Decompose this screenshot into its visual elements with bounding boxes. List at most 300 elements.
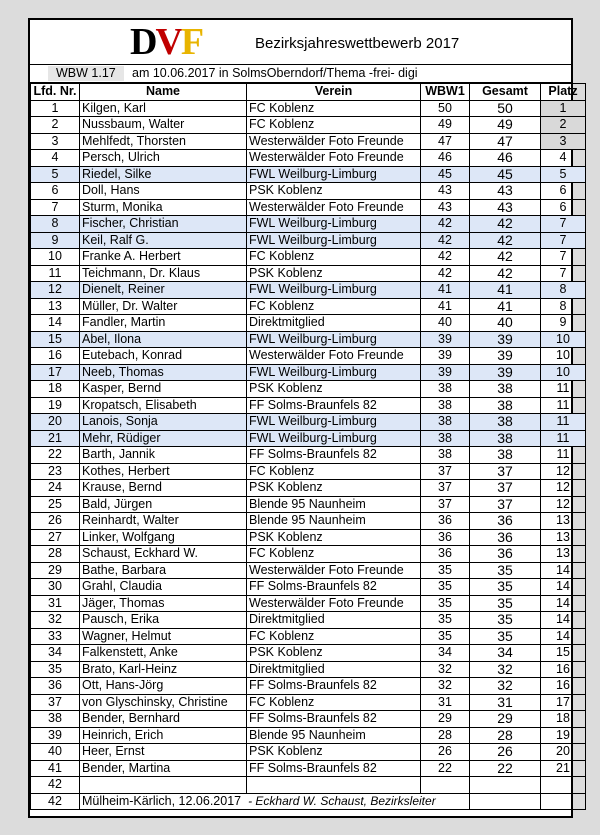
cell-name: Bathe, Barbara (80, 562, 247, 579)
col-header-gesamt: Gesamt (470, 84, 541, 101)
cell-platz: 5 (541, 166, 586, 183)
cell-name: Abel, Ilona (80, 331, 247, 348)
table-row (31, 100, 586, 117)
table-row (31, 513, 586, 530)
cell-gesamt: 47 (470, 133, 541, 150)
cell-gesamt: 26 (470, 744, 541, 761)
cell-wbw1: 49 (421, 117, 470, 134)
cell-wbw1: 32 (421, 661, 470, 678)
footer-note: Mülheim-Kärlich, 12.06.2017 - Eckhard W. Schaust, Bezirksleiter (80, 793, 470, 810)
cell-nr: 11 (31, 265, 80, 282)
cell-platz: 11 (541, 447, 586, 464)
cell-verein: FWL Weilburg-Limburg (247, 216, 421, 233)
cell-platz: 11 (541, 430, 586, 447)
cell-wbw1: 39 (421, 364, 470, 381)
cell-platz: 14 (541, 628, 586, 645)
cell-nr: 40 (31, 744, 80, 761)
cell-platz: 8 (541, 298, 586, 315)
cell-name: Heer, Ernst (80, 744, 247, 761)
table-row (31, 331, 586, 348)
cell-verein: Westerwälder Foto Freunde (247, 133, 421, 150)
cell-verein: Blende 95 Naunheim (247, 727, 421, 744)
cell-name: Ott, Hans-Jörg (80, 678, 247, 695)
cell-nr: 31 (31, 595, 80, 612)
cell-verein: FC Koblenz (247, 463, 421, 480)
table-row (31, 397, 586, 414)
cell-gesamt: 34 (470, 645, 541, 662)
cell-gesamt: 32 (470, 661, 541, 678)
cell-nr: 23 (31, 463, 80, 480)
cell-name: Neeb, Thomas (80, 364, 247, 381)
table-row (31, 480, 586, 497)
cell-wbw1: 42 (421, 232, 470, 249)
cell-name: Persch, Ulrich (80, 150, 247, 167)
table-row (31, 463, 586, 480)
cell-verein: FC Koblenz (247, 117, 421, 134)
cell-verein: Westerwälder Foto Freunde (247, 348, 421, 365)
cell-wbw1: 26 (421, 744, 470, 761)
cell-nr: 19 (31, 397, 80, 414)
cell-nr: 33 (31, 628, 80, 645)
cell-gesamt: 37 (470, 496, 541, 513)
table-row (31, 249, 586, 266)
table-row (31, 430, 586, 447)
cell-name: Doll, Hans (80, 183, 247, 200)
table-row (31, 711, 586, 728)
cell-verein: PSK Koblenz (247, 381, 421, 398)
cell-gesamt: 28 (470, 727, 541, 744)
table-row (31, 760, 586, 777)
cell-platz: 9 (541, 315, 586, 332)
cell-name: Müller, Dr. Walter (80, 298, 247, 315)
cell-name: Wagner, Helmut (80, 628, 247, 645)
cell-name: Bender, Bernhard (80, 711, 247, 728)
footer-empty-1 (470, 793, 541, 810)
col-header-nr: Lfd. Nr. (31, 84, 80, 101)
cell-verein: PSK Koblenz (247, 529, 421, 546)
cell-platz: 13 (541, 529, 586, 546)
cell-nr: 7 (31, 199, 80, 216)
cell-platz: 17 (541, 694, 586, 711)
footer-signature: - Eckhard W. Schaust, Bezirksleiter (248, 793, 436, 808)
cell-gesamt: 45 (470, 166, 541, 183)
cell-platz: 12 (541, 463, 586, 480)
cell-verein: PSK Koblenz (247, 645, 421, 662)
cell-gesamt: 46 (470, 150, 541, 167)
cell-name: Kilgen, Karl (80, 100, 247, 117)
cell-nr: 12 (31, 282, 80, 299)
cell-name: Teichmann, Dr. Klaus (80, 265, 247, 282)
col-header-wbw1: WBW1 (421, 84, 470, 101)
cell-name: Brato, Karl-Heinz (80, 661, 247, 678)
cell-name (80, 777, 247, 794)
cell-wbw1: 36 (421, 529, 470, 546)
cell-verein: Direktmitglied (247, 661, 421, 678)
cell-verein: Blende 95 Naunheim (247, 513, 421, 530)
dvf-logo: DVF (130, 21, 203, 63)
cell-name: Eutebach, Konrad (80, 348, 247, 365)
cell-platz: 10 (541, 348, 586, 365)
cell-gesamt: 38 (470, 381, 541, 398)
cell-wbw1: 45 (421, 166, 470, 183)
cell-name: Heinrich, Erich (80, 727, 247, 744)
cell-gesamt: 38 (470, 414, 541, 431)
cell-wbw1: 41 (421, 282, 470, 299)
table-row (31, 546, 586, 563)
cell-verein: FC Koblenz (247, 100, 421, 117)
cell-verein: Westerwälder Foto Freunde (247, 595, 421, 612)
cell-wbw1: 43 (421, 183, 470, 200)
cell-platz: 14 (541, 562, 586, 579)
table-row (31, 612, 586, 629)
cell-name: Schaust, Eckhard W. (80, 546, 247, 563)
cell-nr: 41 (31, 760, 80, 777)
cell-wbw1: 46 (421, 150, 470, 167)
cell-name: Dienelt, Reiner (80, 282, 247, 299)
cell-gesamt: 31 (470, 694, 541, 711)
cell-wbw1: 40 (421, 315, 470, 332)
cell-name: Kropatsch, Elisabeth (80, 397, 247, 414)
cell-gesamt: 36 (470, 513, 541, 530)
cell-nr: 8 (31, 216, 80, 233)
cell-name: Nussbaum, Walter (80, 117, 247, 134)
table-row (31, 216, 586, 233)
table-row (31, 364, 586, 381)
cell-nr: 14 (31, 315, 80, 332)
cell-platz: 14 (541, 579, 586, 596)
cell-wbw1: 42 (421, 216, 470, 233)
cell-platz: 7 (541, 232, 586, 249)
cell-verein: FC Koblenz (247, 694, 421, 711)
table-row (31, 166, 586, 183)
cell-gesamt: 42 (470, 232, 541, 249)
cell-nr: 16 (31, 348, 80, 365)
cell-nr: 17 (31, 364, 80, 381)
cell-platz: 7 (541, 265, 586, 282)
cell-name: Linker, Wolfgang (80, 529, 247, 546)
cell-platz: 7 (541, 249, 586, 266)
cell-name: Jäger, Thomas (80, 595, 247, 612)
cell-verein: FC Koblenz (247, 298, 421, 315)
results-table (30, 83, 586, 810)
table-row (31, 562, 586, 579)
cell-wbw1: 35 (421, 612, 470, 629)
cell-nr: 1 (31, 100, 80, 117)
cell-gesamt: 38 (470, 397, 541, 414)
cell-nr: 32 (31, 612, 80, 629)
cell-wbw1: 50 (421, 100, 470, 117)
table-row (31, 661, 586, 678)
cell-platz: 10 (541, 331, 586, 348)
col-header-platz: Platz (541, 84, 586, 101)
cell-wbw1: 31 (421, 694, 470, 711)
table-row (31, 777, 586, 794)
cell-name: Krause, Bernd (80, 480, 247, 497)
cell-nr: 34 (31, 645, 80, 662)
cell-platz: 15 (541, 645, 586, 662)
cell-nr: 21 (31, 430, 80, 447)
cell-name: Fischer, Christian (80, 216, 247, 233)
cell-gesamt: 42 (470, 265, 541, 282)
cell-wbw1: 32 (421, 678, 470, 695)
cell-name: Kothes, Herbert (80, 463, 247, 480)
cell-nr: 27 (31, 529, 80, 546)
cell-nr: 20 (31, 414, 80, 431)
cell-verein: Direktmitglied (247, 315, 421, 332)
cell-verein: FF Solms-Braunfels 82 (247, 579, 421, 596)
cell-name: Pausch, Erika (80, 612, 247, 629)
cell-gesamt: 42 (470, 216, 541, 233)
cell-nr: 18 (31, 381, 80, 398)
cell-verein: FC Koblenz (247, 546, 421, 563)
cell-platz: 12 (541, 496, 586, 513)
table-row (31, 579, 586, 596)
cell-verein: FF Solms-Braunfels 82 (247, 678, 421, 695)
cell-gesamt: 41 (470, 298, 541, 315)
cell-gesamt: 35 (470, 595, 541, 612)
cell-gesamt: 35 (470, 579, 541, 596)
cell-verein: FC Koblenz (247, 249, 421, 266)
cell-wbw1: 36 (421, 546, 470, 563)
cell-platz: 16 (541, 678, 586, 695)
cell-nr: 36 (31, 678, 80, 695)
cell-platz: 20 (541, 744, 586, 761)
cell-gesamt: 43 (470, 199, 541, 216)
cell-nr: 15 (31, 331, 80, 348)
col-header-verein: Verein (247, 84, 421, 101)
cell-name: Riedel, Silke (80, 166, 247, 183)
cell-platz: 12 (541, 480, 586, 497)
cell-platz: 16 (541, 661, 586, 678)
cell-nr: 9 (31, 232, 80, 249)
cell-wbw1: 38 (421, 381, 470, 398)
table-row (31, 496, 586, 513)
cell-name: Bender, Martina (80, 760, 247, 777)
cell-wbw1: 47 (421, 133, 470, 150)
cell-verein: FF Solms-Braunfels 82 (247, 447, 421, 464)
cell-gesamt: 38 (470, 430, 541, 447)
cell-verein: FWL Weilburg-Limburg (247, 282, 421, 299)
cell-name: Mehlfedt, Thorsten (80, 133, 247, 150)
cell-gesamt: 39 (470, 364, 541, 381)
cell-name: Lanois, Sonja (80, 414, 247, 431)
cell-verein: FWL Weilburg-Limburg (247, 430, 421, 447)
cell-name: Falkenstett, Anke (80, 645, 247, 662)
table-row (31, 282, 586, 299)
table-row (31, 678, 586, 695)
cell-wbw1: 38 (421, 430, 470, 447)
table-row (31, 298, 586, 315)
cell-verein: Blende 95 Naunheim (247, 496, 421, 513)
cell-wbw1 (421, 777, 470, 794)
cell-platz: 14 (541, 595, 586, 612)
cell-nr: 2 (31, 117, 80, 134)
cell-verein (247, 777, 421, 794)
cell-verein: FWL Weilburg-Limburg (247, 364, 421, 381)
cell-platz: 13 (541, 546, 586, 563)
cell-wbw1: 35 (421, 579, 470, 596)
cell-wbw1: 39 (421, 348, 470, 365)
cell-gesamt: 39 (470, 331, 541, 348)
cell-platz: 11 (541, 414, 586, 431)
cell-name: Bald, Jürgen (80, 496, 247, 513)
cell-gesamt (470, 777, 541, 794)
cell-name: Fandler, Martin (80, 315, 247, 332)
cell-gesamt: 37 (470, 480, 541, 497)
event-info-bar (30, 65, 571, 83)
cell-platz: 2 (541, 117, 586, 134)
cell-wbw1: 34 (421, 645, 470, 662)
cell-platz: 11 (541, 381, 586, 398)
table-row (31, 232, 586, 249)
cell-wbw1: 37 (421, 463, 470, 480)
cell-gesamt: 37 (470, 463, 541, 480)
cell-verein: FF Solms-Braunfels 82 (247, 397, 421, 414)
cell-name: Sturm, Monika (80, 199, 247, 216)
cell-nr: 28 (31, 546, 80, 563)
table-row (31, 315, 586, 332)
cell-wbw1: 38 (421, 397, 470, 414)
cell-wbw1: 29 (421, 711, 470, 728)
cell-name: Grahl, Claudia (80, 579, 247, 596)
cell-gesamt: 22 (470, 760, 541, 777)
cell-platz: 21 (541, 760, 586, 777)
cell-nr: 29 (31, 562, 80, 579)
cell-verein: PSK Koblenz (247, 265, 421, 282)
cell-nr: 13 (31, 298, 80, 315)
col-header-name: Name (80, 84, 247, 101)
cell-platz: 13 (541, 513, 586, 530)
cell-platz: 3 (541, 133, 586, 150)
cell-wbw1: 35 (421, 595, 470, 612)
cell-platz: 18 (541, 711, 586, 728)
table-row (31, 628, 586, 645)
cell-gesamt: 36 (470, 529, 541, 546)
cell-gesamt: 35 (470, 628, 541, 645)
cell-gesamt: 36 (470, 546, 541, 563)
cell-wbw1: 35 (421, 628, 470, 645)
cell-gesamt: 35 (470, 612, 541, 629)
cell-platz: 11 (541, 397, 586, 414)
cell-wbw1: 28 (421, 727, 470, 744)
footer-empty-2 (541, 793, 586, 810)
cell-name: Keil, Ralf G. (80, 232, 247, 249)
document-header (30, 20, 571, 65)
cell-nr: 30 (31, 579, 80, 596)
cell-wbw1: 39 (421, 331, 470, 348)
table-row (31, 183, 586, 200)
cell-nr: 3 (31, 133, 80, 150)
cell-platz: 4 (541, 150, 586, 167)
cell-gesamt: 35 (470, 562, 541, 579)
cell-nr: 26 (31, 513, 80, 530)
cell-wbw1: 42 (421, 265, 470, 282)
cell-nr: 39 (31, 727, 80, 744)
cell-nr: 38 (31, 711, 80, 728)
cell-verein: FF Solms-Braunfels 82 (247, 711, 421, 728)
table-row (31, 595, 586, 612)
cell-nr: 4 (31, 150, 80, 167)
table-row (31, 381, 586, 398)
cell-verein: Westerwälder Foto Freunde (247, 562, 421, 579)
cell-platz: 14 (541, 612, 586, 629)
table-row (31, 265, 586, 282)
cell-gesamt: 41 (470, 282, 541, 299)
cell-gesamt: 43 (470, 183, 541, 200)
cell-nr: 42 (31, 777, 80, 794)
cell-verein: PSK Koblenz (247, 183, 421, 200)
cell-platz: 1 (541, 100, 586, 117)
cell-verein: PSK Koblenz (247, 744, 421, 761)
table-row (31, 348, 586, 365)
cell-platz (541, 777, 586, 794)
cell-nr: 22 (31, 447, 80, 464)
table-row (31, 199, 586, 216)
table-row (31, 150, 586, 167)
cell-platz: 6 (541, 199, 586, 216)
table-row (31, 727, 586, 744)
cell-gesamt: 39 (470, 348, 541, 365)
cell-platz: 7 (541, 216, 586, 233)
cell-wbw1: 37 (421, 480, 470, 497)
table-body (31, 100, 586, 793)
cell-verein: FWL Weilburg-Limburg (247, 414, 421, 431)
cell-nr: 24 (31, 480, 80, 497)
cell-gesamt: 32 (470, 678, 541, 695)
cell-wbw1: 38 (421, 447, 470, 464)
cell-wbw1: 22 (421, 760, 470, 777)
cell-nr: 6 (31, 183, 80, 200)
cell-nr: 35 (31, 661, 80, 678)
cell-platz: 8 (541, 282, 586, 299)
cell-name: Mehr, Rüdiger (80, 430, 247, 447)
table-row (31, 744, 586, 761)
table-row (31, 694, 586, 711)
cell-name: von Glyschinsky, Christine (80, 694, 247, 711)
cell-gesamt: 42 (470, 249, 541, 266)
wbw-label: WBW 1.17 (48, 66, 124, 81)
cell-verein: FF Solms-Braunfels 82 (247, 760, 421, 777)
cell-verein: Westerwälder Foto Freunde (247, 150, 421, 167)
table-row (31, 414, 586, 431)
table-row (31, 447, 586, 464)
cell-verein: PSK Koblenz (247, 480, 421, 497)
table-row (31, 645, 586, 662)
cell-gesamt: 38 (470, 447, 541, 464)
cell-wbw1: 35 (421, 562, 470, 579)
cell-gesamt: 50 (470, 100, 541, 117)
cell-verein: FWL Weilburg-Limburg (247, 331, 421, 348)
cell-nr: 10 (31, 249, 80, 266)
footer-row (31, 793, 586, 810)
cell-wbw1: 43 (421, 199, 470, 216)
cell-name: Franke A. Herbert (80, 249, 247, 266)
cell-wbw1: 37 (421, 496, 470, 513)
cell-verein: Westerwälder Foto Freunde (247, 199, 421, 216)
cell-platz: 19 (541, 727, 586, 744)
cell-wbw1: 36 (421, 513, 470, 530)
document-title: Bezirksjahreswettbewerb 2017 (255, 35, 460, 52)
footer-nr: 42 (31, 793, 80, 810)
cell-gesamt: 29 (470, 711, 541, 728)
cell-verein: FWL Weilburg-Limburg (247, 232, 421, 249)
table-row (31, 529, 586, 546)
cell-name: Reinhardt, Walter (80, 513, 247, 530)
cell-platz: 6 (541, 183, 586, 200)
cell-nr: 37 (31, 694, 80, 711)
table-header-row (31, 84, 586, 101)
cell-name: Kasper, Bernd (80, 381, 247, 398)
